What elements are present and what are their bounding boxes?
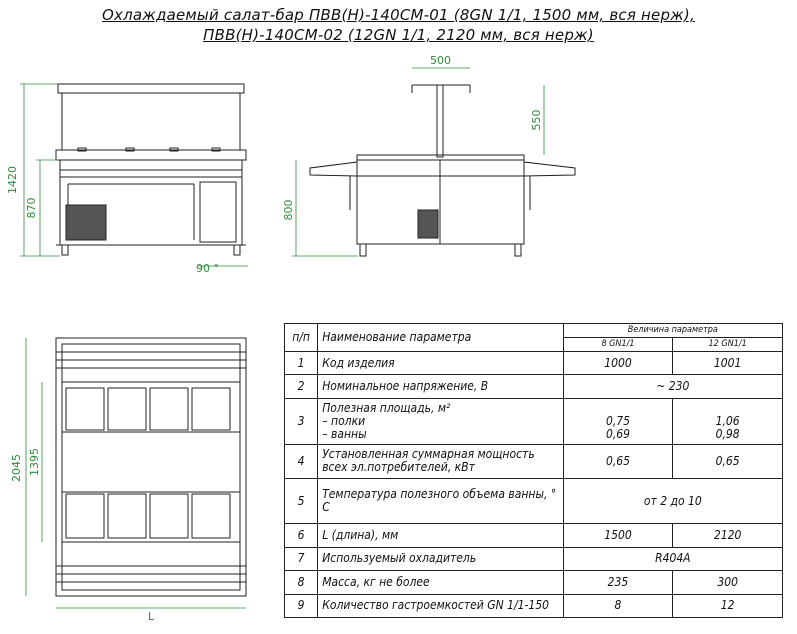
dim-plan-inner: 1395: [28, 448, 41, 476]
dim-top-width: 500: [430, 54, 451, 67]
table-row: 7 Используемый охладитель R404A: [285, 547, 783, 570]
table-row: 5 Температура полезного объема ванны, ° С от 2 до 10: [285, 478, 783, 523]
header-col1: 8 GN1/1: [563, 338, 673, 352]
table-row: 2 Номинальное напряжение, В ~ 230: [285, 375, 783, 398]
dim-total-height: 1420: [6, 166, 19, 194]
front-view: [56, 84, 246, 255]
drawing-title-line2: ПВВ(Н)-140СМ-02 (12GN 1/1, 2120 мм, вся нерж): [203, 26, 594, 44]
table-row: 6 L (длина), мм 1500 2120: [285, 524, 783, 547]
plan-view: [56, 338, 246, 596]
header-num: п/п: [285, 324, 318, 352]
gn-containers: [66, 388, 230, 538]
table-row: 4 Установленная суммарная мощность всех эл.потребителей, кВт 0,65 0,65: [285, 444, 783, 478]
header-value: Величина параметра: [563, 324, 782, 338]
header-col2: 12 GN1/1: [673, 338, 783, 352]
table-row: 1 Код изделия 1000 1001: [285, 352, 783, 375]
drawing-title-line1: Охлаждаемый салат-бар ПВВ(Н)-140СМ-01 (8GN 1/1, 1500 мм, вся нерж),: [102, 6, 695, 24]
table-row: 3 Полезная площадь, м² – полки – ванны 0,75 0,69 1,06 0,98: [285, 398, 783, 444]
dim-counter-height: 870: [25, 197, 38, 219]
table-row: 9 Количество гастроемкостей GN 1/1-150 8 12: [285, 594, 783, 618]
dim-angle: 90 °: [196, 262, 219, 275]
dim-side-height: 800: [282, 199, 295, 221]
parameter-table: [284, 323, 783, 618]
dim-length: L: [148, 610, 155, 623]
header-param: Наименование параметра: [318, 324, 563, 352]
table-row: 8 Масса, кг не более 235 300: [285, 571, 783, 594]
dim-plan-depth: 2045: [10, 454, 23, 482]
dim-canopy-height: 550: [530, 109, 543, 131]
